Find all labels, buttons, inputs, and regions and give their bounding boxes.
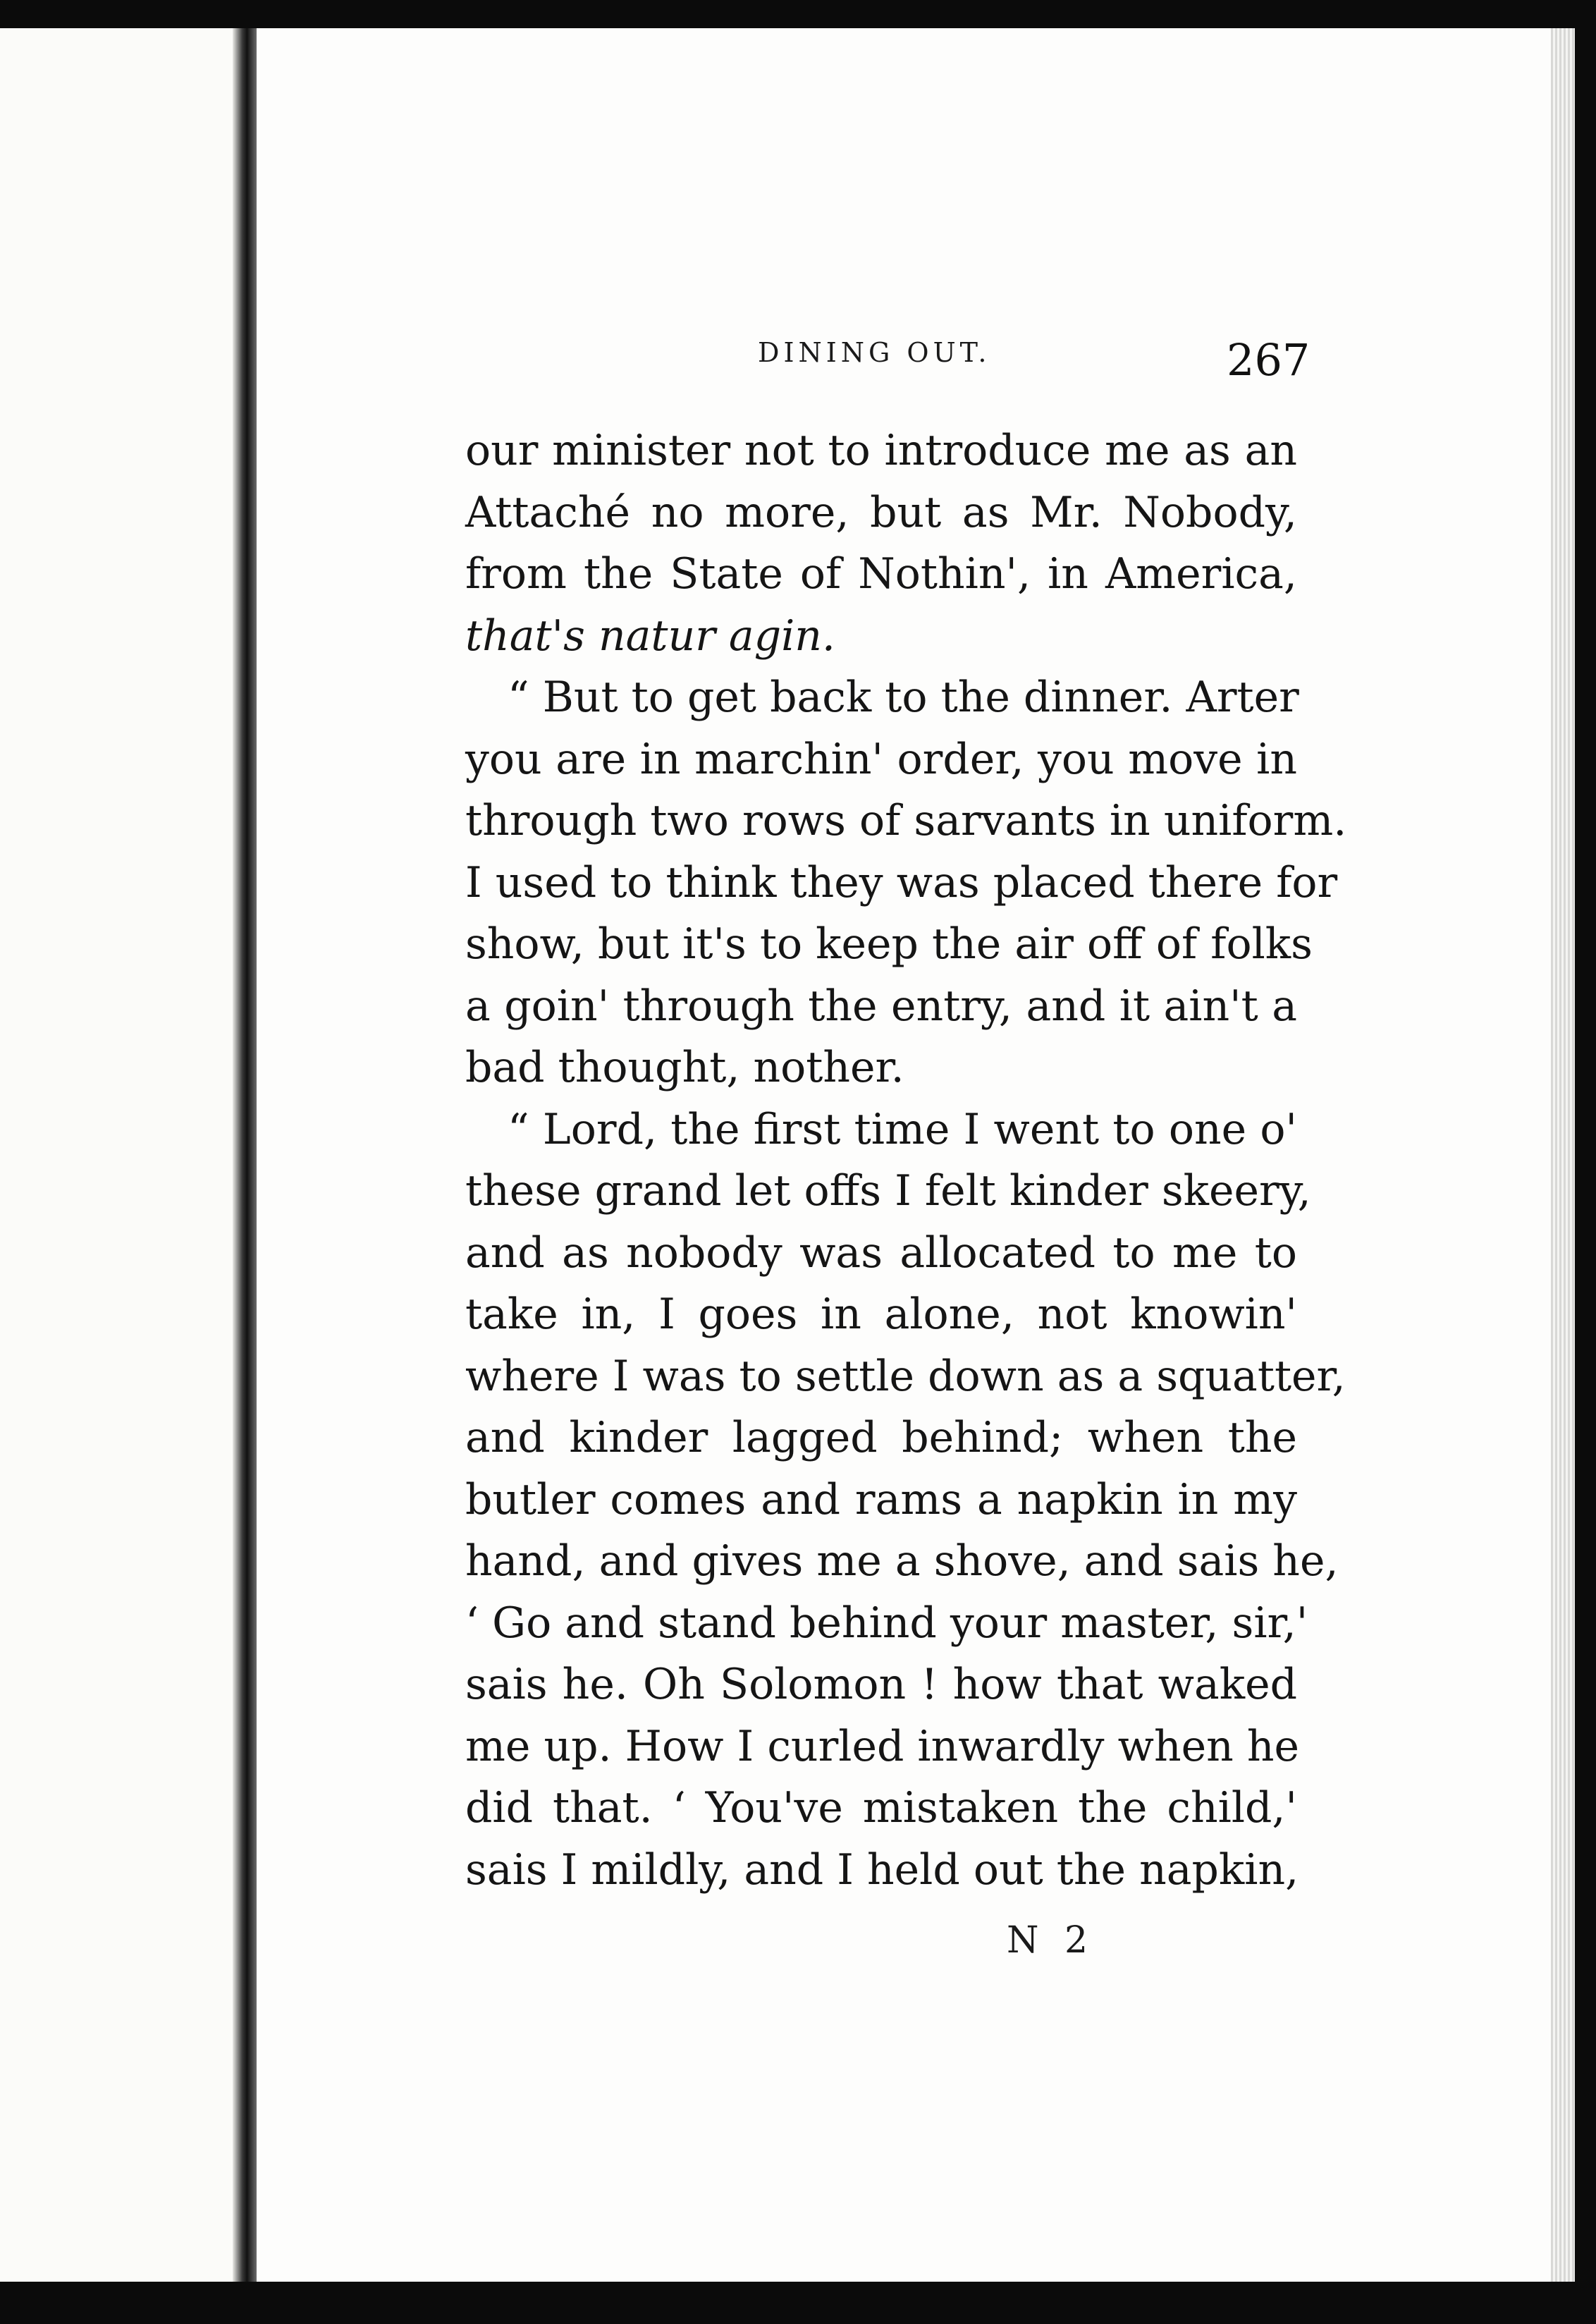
text-line: butler comes and rams a napkin in my: [465, 1474, 1297, 1524]
text-line: ‘ Go and stand behind your master, sir,': [465, 1598, 1308, 1648]
running-head: DINING OUT.: [758, 337, 991, 368]
text-line: Attaché no more, but as Mr. Nobody,: [465, 487, 1297, 537]
text-line: show, but it's to keep the air off of folks: [465, 919, 1313, 969]
text-line: that's natur agin.: [465, 611, 835, 661]
text-line: and as nobody was allocated to me to: [465, 1228, 1297, 1278]
text-line: our minister not to introduce me as an: [465, 426, 1297, 475]
text-line: you are in marchin' order, you move in: [465, 734, 1297, 784]
text-line: a goin' through the entry, and it ain't a: [465, 981, 1297, 1031]
text-line: from the State of Nothin', in America,: [465, 549, 1297, 599]
text-line: bad thought, nother.: [465, 1043, 904, 1092]
text-line: and kinder lagged behind; when the: [465, 1413, 1297, 1462]
scan-background: [0, 2282, 1596, 2324]
text-line: I used to think they was placed there for: [465, 857, 1338, 907]
text-line: did that. ‘ You've mistaken the child,': [465, 1783, 1297, 1833]
page-number: 267: [1227, 334, 1310, 386]
text-line: take in, I goes in alone, not knowin': [465, 1290, 1297, 1339]
text-line: these grand let offs I felt kinder skeery,: [465, 1166, 1311, 1216]
text-line: “ Lord, the first time I went to one o': [508, 1104, 1297, 1154]
page-edges: [1551, 28, 1575, 2282]
book-gutter: [233, 28, 257, 2282]
body-text: [465, 420, 1347, 1901]
text-line: hand, and gives me a shove, and sais he,: [465, 1536, 1339, 1586]
text-line: through two rows of sarvants in uniform.: [465, 796, 1347, 845]
text-line: where I was to settle down as a squatter,: [465, 1351, 1346, 1401]
text-line: sais I mildly, and I held out the napkin,: [465, 1845, 1299, 1895]
signature-mark: N 2: [1007, 1919, 1095, 1962]
left-page: [0, 28, 233, 2282]
text-line: me up. How I curled inwardly when he: [465, 1721, 1300, 1771]
text-line: sais he. Oh Solomon ! how that waked: [465, 1660, 1297, 1709]
text-line: “ But to get back to the dinner. Arter: [508, 673, 1299, 722]
